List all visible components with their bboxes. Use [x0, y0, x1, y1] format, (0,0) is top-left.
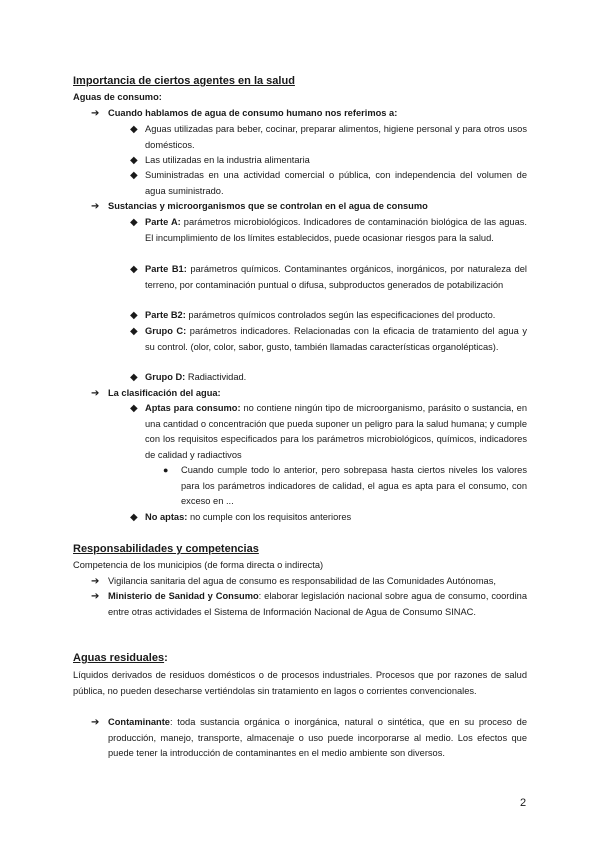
list-item	[145, 308, 495, 324]
intro-competencia: Competencia de los municipios (de forma directa o indirecta)	[73, 560, 324, 570]
item-text: parámetros indicadores. Relacionadas con la eficacia de tratamiento del agua y su control. (olor, color, sabor, gusto, también llamadas características organolépticas).	[145, 326, 528, 352]
item-label: Grupo C:	[145, 326, 187, 336]
list-item	[108, 715, 527, 762]
list-item	[145, 215, 527, 246]
item-text: parámetros microbiológicos. Indicadores de contaminación biológica de las aguas. El incumplimiento de los límites establecidos, puede ocasionar riesgos para la salud.	[145, 217, 527, 243]
item-label: No aptas:	[145, 512, 188, 522]
list-item	[145, 401, 527, 463]
diamond-bullet-icon: ◆	[130, 264, 138, 275]
title-colon: :	[164, 652, 168, 664]
dot-bullet-icon: ●	[163, 465, 169, 475]
subtitle-aguas-consumo: Aguas de consumo:	[73, 92, 162, 102]
item-text: Vigilancia sanitaria del agua de consumo es responsabilidad de las Comunidades Autónomas,	[108, 576, 496, 586]
item-text: no cumple con los requisitos anteriores	[187, 512, 352, 522]
list-item	[108, 589, 527, 620]
sub-list-item: Cuando cumple todo lo anterior, pero sobrepasa hasta ciertos niveles los valores para los parámetros indicadores de calidad, el agua es apta para el consumo, con exceso en ...	[181, 465, 527, 507]
arrow-bullet-icon: ➔	[91, 108, 100, 119]
item-text: no contiene ningún tipo de microorganismo, parásito o sustancia, en una cantidad o concentración que pueda suponer un peligro para la salud humana; y cumple con los requisitos especificados para los parámetros microbiológicos, químicos, indicadores de calidad y radiactivos	[145, 403, 527, 460]
diamond-bullet-icon: ◆	[130, 326, 138, 337]
item-label: Aptas para consumo:	[145, 403, 241, 413]
item-label: Grupo D:	[145, 372, 186, 382]
diamond-bullet-icon: ◆	[130, 124, 138, 135]
item-label: Parte A:	[145, 217, 181, 227]
list-item	[145, 324, 527, 355]
diamond-bullet-icon: ◆	[130, 155, 138, 166]
item-text: parámetros químicos controlados según las especificaciones del producto.	[185, 310, 496, 320]
arrow-bullet-icon: ➔	[91, 717, 100, 728]
diamond-bullet-icon: ◆	[130, 403, 138, 414]
section-title-responsabilidades: Responsabilidades y competencias	[73, 543, 259, 555]
list-item: Las utilizadas en la industria alimentaria	[145, 155, 310, 165]
item-label: Parte B2:	[145, 310, 186, 320]
list-item: Aguas utilizadas para beber, cocinar, preparar alimentos, higiene personal y para otros usos domésticos.	[145, 124, 527, 150]
arrow-bullet-icon: ➔	[91, 591, 100, 602]
intro-aguas-residuales: Líquidos derivados de residuos domésticos o de procesos industriales. Procesos que por razones de salud pública, no pueden desecharse vertiéndolas sin tratamiento en lagos o corrientes convencionales.	[73, 670, 527, 696]
diamond-bullet-icon: ◆	[130, 310, 138, 321]
item-text: : toda sustancia orgánica o inorgánica, natural o sintética, que en su proceso de producción, manejo, transporte, almacenaje o uso puede incorporarse al medio. Los efectos que puede tener la introducción de contaminantes en el medio ambiente son diversos.	[108, 717, 527, 759]
item-text: : elaborar legislación nacional sobre agua de consumo, coordina entre otras actividades el Sistema de Información Nacional de Agua de Consumo SINAC.	[108, 591, 527, 617]
item-label: Parte B1:	[145, 264, 187, 274]
diamond-bullet-icon: ◆	[130, 170, 138, 181]
list-item	[145, 370, 246, 386]
heading-agua-consumo-humano: Cuando hablamos de agua de consumo humano nos referimos a:	[108, 108, 398, 118]
item-text: parámetros químicos. Contaminantes orgánicos, inorgánicos, por naturaleza del terreno, por contaminación puntual o difusa, subproductos generados de potabilización	[145, 264, 527, 290]
list-item	[145, 510, 351, 526]
arrow-bullet-icon: ➔	[91, 201, 100, 212]
list-item	[108, 574, 496, 590]
heading-sustancias: Sustancias y microorganismos que se controlan en el agua de consumo	[108, 201, 428, 211]
arrow-bullet-icon: ➔	[91, 576, 100, 587]
diamond-bullet-icon: ◆	[130, 512, 138, 523]
heading-clasificacion: La clasificación del agua:	[108, 388, 221, 398]
arrow-bullet-icon: ➔	[91, 388, 100, 399]
list-item	[145, 262, 527, 293]
item-label: Ministerio de Sanidad y Consumo	[108, 591, 259, 601]
diamond-bullet-icon: ◆	[130, 372, 138, 383]
page-number: 2	[520, 797, 527, 809]
diamond-bullet-icon: ◆	[130, 217, 138, 228]
item-text: Radiactividad.	[185, 372, 247, 382]
title-text: Aguas residuales	[73, 652, 165, 664]
item-label: Contaminante	[108, 717, 170, 727]
section-title-aguas-residuales	[73, 652, 168, 664]
section-title-importancia: Importancia de ciertos agentes en la salud	[73, 75, 295, 87]
list-item: Suministradas en una actividad comercial o pública, con independencia del volumen de agua suministrado.	[145, 170, 527, 196]
